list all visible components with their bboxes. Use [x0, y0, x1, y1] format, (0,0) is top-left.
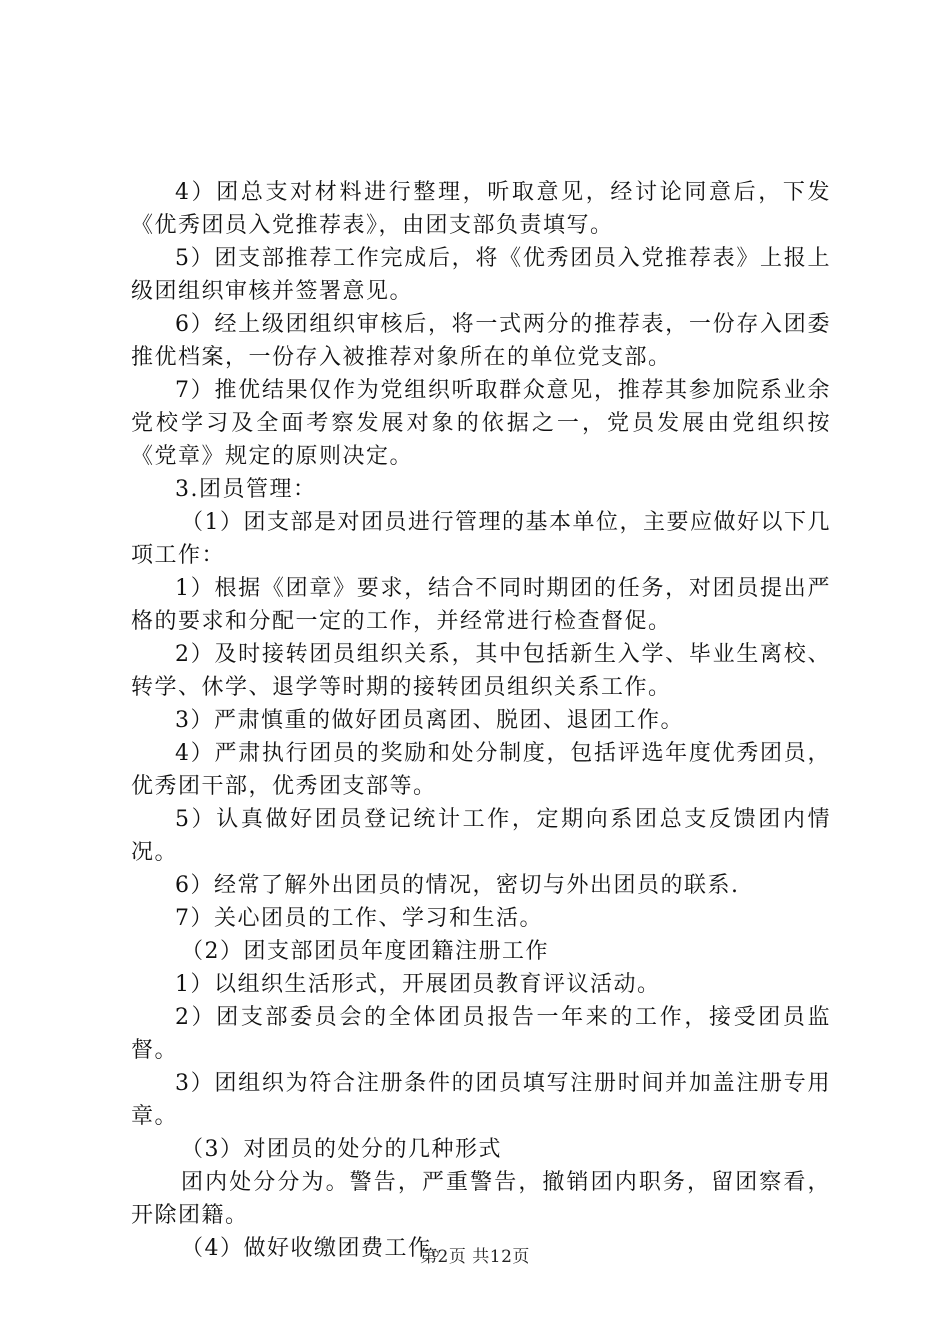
- subsection-heading: （1）团支部是对团员进行管理的基本单位，主要应做好以下几项工作：: [131, 510, 831, 568]
- paragraph: 团内处分分为。警告，严重警告，撤销团内职务，留团察看，开除团籍。: [131, 1170, 831, 1228]
- paragraph: 5）认真做好团员登记统计工作，定期向系团总支反馈团内情况。: [131, 807, 831, 865]
- paragraph: 7）推优结果仅作为党组织听取群众意见，推荐其参加院系业余党校学习及全面考察发展对象的依据之一，党员发展由党组织按《党章》规定的原则决定。: [131, 378, 831, 469]
- subsection-heading: （4）做好收缴团费工作。: [181, 1236, 455, 1261]
- subsection-heading: （2）团支部团员年度团籍注册工作: [181, 939, 549, 964]
- paragraph: 2）及时接转团员组织关系，其中包括新生入学、毕业生离校、转学、休学、退学等时期的接转团员组织关系工作。: [131, 642, 831, 700]
- paragraph: 3）团组织为符合注册条件的团员填写注册时间并加盖注册专用章。: [131, 1071, 831, 1129]
- paragraph: 4）严肃执行团员的奖励和处分制度，包括评选年度优秀团员，优秀团干部，优秀团支部等。: [131, 741, 831, 799]
- paragraph: 1）根据《团章》要求，结合不同时期团的任务，对团员提出严格的要求和分配一定的工作，并经常进行检查督促。: [131, 576, 831, 634]
- paragraph: 1）以组织生活形式，开展团员教育评议活动。: [175, 972, 661, 997]
- paragraph: 2）团支部委员会的全体团员报告一年来的工作，接受团员监督。: [131, 1005, 831, 1063]
- paragraph: 6）经常了解外出团员的情况，密切与外出团员的联系.: [175, 873, 740, 898]
- document-body: [131, 176, 831, 1265]
- paragraph: 6）经上级团组织审核后，将一式两分的推荐表，一份存入团委推优档案，一份存入被推荐对象所在的单位党支部。: [131, 312, 831, 370]
- paragraph: 7）关心团员的工作、学习和生活。: [175, 906, 543, 931]
- subsection-heading: （3）对团员的处分的几种形式: [181, 1137, 502, 1162]
- paragraph: 5）团支部推荐工作完成后，将《优秀团员入党推荐表》上报上级团组织审核并签署意见。: [131, 246, 831, 304]
- paragraph: 3）严肃慎重的做好团员离团、脱团、退团工作。: [175, 708, 684, 733]
- page-number-footer: 第2页 共12页: [420, 1247, 530, 1267]
- paragraph: 4）团总支对材料进行整理，听取意见，经讨论同意后，下发《优秀团员入党推荐表》，由团支部负责填写。: [131, 180, 831, 238]
- section-heading: 3.团员管理：: [175, 477, 317, 502]
